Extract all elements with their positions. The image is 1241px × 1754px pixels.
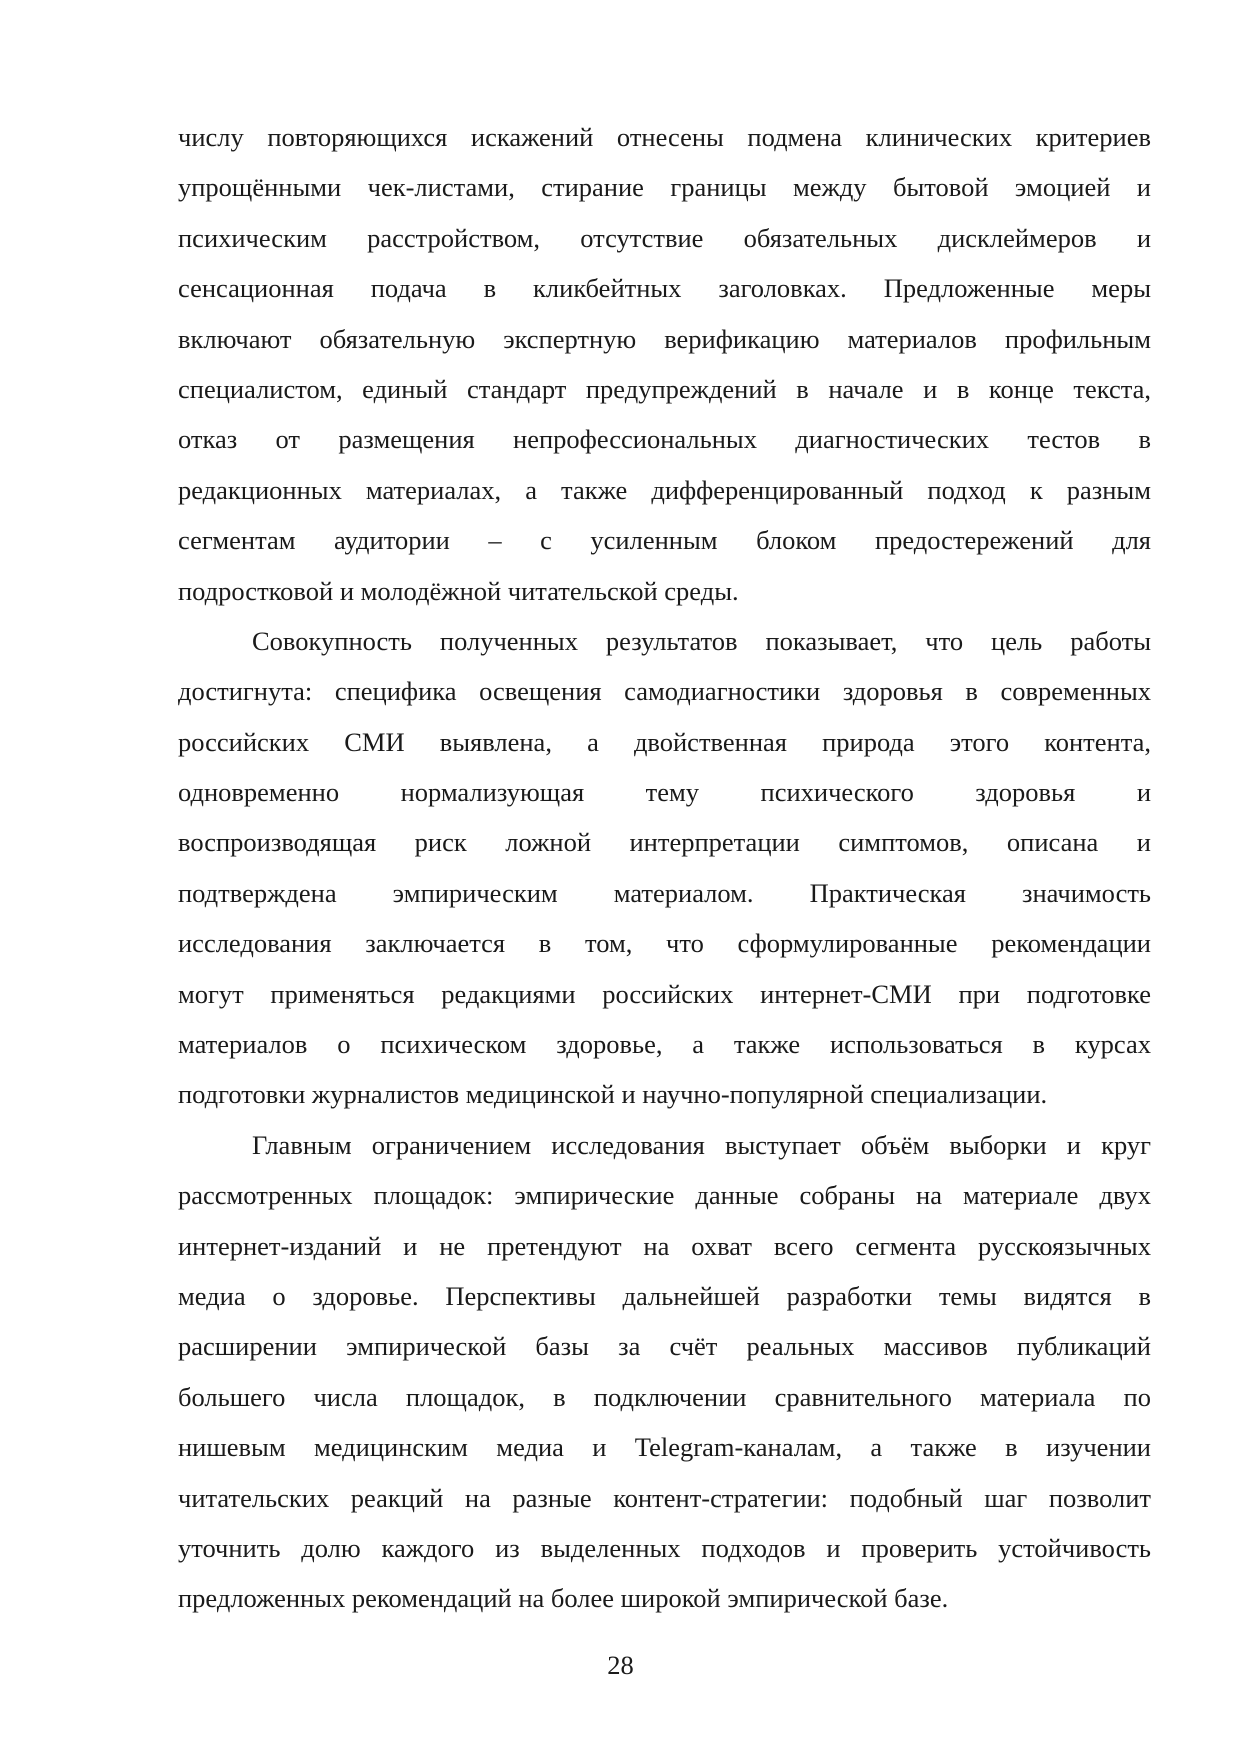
text-line: подготовки журналистов медицинской и научно-популярной специализации. xyxy=(178,1079,1048,1110)
text-line: расширении эмпирической базы за счёт реальных массивов публикаций xyxy=(178,1331,1151,1362)
text-line: отказ от размещения непрофессиональных диагностических тестов в xyxy=(178,424,1151,455)
text-line: воспроизводящая риск ложной интерпретации симптомов, описана и xyxy=(178,827,1151,858)
text-line: большего числа площадок, в подключении сравнительного материала по xyxy=(178,1381,1151,1412)
text-line: российских СМИ выявлена, а двойственная природа этого контента, xyxy=(178,726,1151,757)
text-line: Совокупность полученных результатов показывает, что цель работы xyxy=(252,625,1151,656)
page-number: 28 xyxy=(607,1650,634,1680)
text-line: материалов о психическом здоровье, а также использоваться в курсах xyxy=(178,1029,1151,1060)
text-line: редакционных материалах, а также дифференцированный подход к разным xyxy=(178,474,1151,505)
paragraph-1 xyxy=(178,112,1151,616)
paragraph-2 xyxy=(178,616,1151,1120)
text-line: уточнить долю каждого из выделенных подходов и проверить устойчивость xyxy=(178,1532,1151,1563)
text-line: Главным ограничением исследования выступает объём выборки и круг xyxy=(252,1129,1151,1160)
text-line: могут применяться редакциями российских интернет-СМИ при подготовке xyxy=(178,978,1151,1009)
text-line: включают обязательную экспертную верификацию материалов профильным xyxy=(178,323,1151,354)
text-line: одновременно нормализующая тему психического здоровья и xyxy=(178,777,1151,808)
text-line: сенсационная подача в кликбейтных заголовках. Предложенные меры xyxy=(178,273,1151,304)
text-line: нишевым медицинским медиа и Telegram-каналам, а также в изучении xyxy=(178,1432,1151,1463)
text-line: специалистом, единый стандарт предупреждений в начале и в конце текста, xyxy=(178,373,1151,404)
text-line: медиа о здоровье. Перспективы дальнейшей разработки темы видятся в xyxy=(178,1280,1151,1311)
text-line: подтверждена эмпирическим материалом. Практическая значимость xyxy=(178,877,1151,908)
text-line: сегментам аудитории – с усиленным блоком предостережений для xyxy=(178,525,1151,556)
text-line: числу повторяющихся искажений отнесены подмена клинических критериев xyxy=(178,122,1151,152)
text-line: исследования заключается в том, что сформулированные рекомендации xyxy=(178,928,1151,959)
text-line: интернет-изданий и не претендуют на охват всего сегмента русскоязычных xyxy=(178,1230,1151,1261)
body-text xyxy=(178,112,1151,1624)
text-line: подростковой и молодёжной читательской среды. xyxy=(178,575,739,606)
paragraph-3 xyxy=(178,1120,1151,1624)
text-line: упрощёнными чек-листами, стирание границы между бытовой эмоцией и xyxy=(178,172,1151,203)
text-line: предложенных рекомендаций на более широкой эмпирической базе. xyxy=(178,1583,949,1614)
text-line: читательских реакций на разные контент-стратегии: подобный шаг позволит xyxy=(178,1482,1151,1513)
text-line: психическим расстройством, отсутствие обязательных дисклеймеров и xyxy=(178,222,1151,253)
text-line: достигнута: специфика освещения самодиагностики здоровья в современных xyxy=(178,676,1151,707)
text-line: рассмотренных площадок: эмпирические данные собраны на материале двух xyxy=(178,1180,1151,1211)
